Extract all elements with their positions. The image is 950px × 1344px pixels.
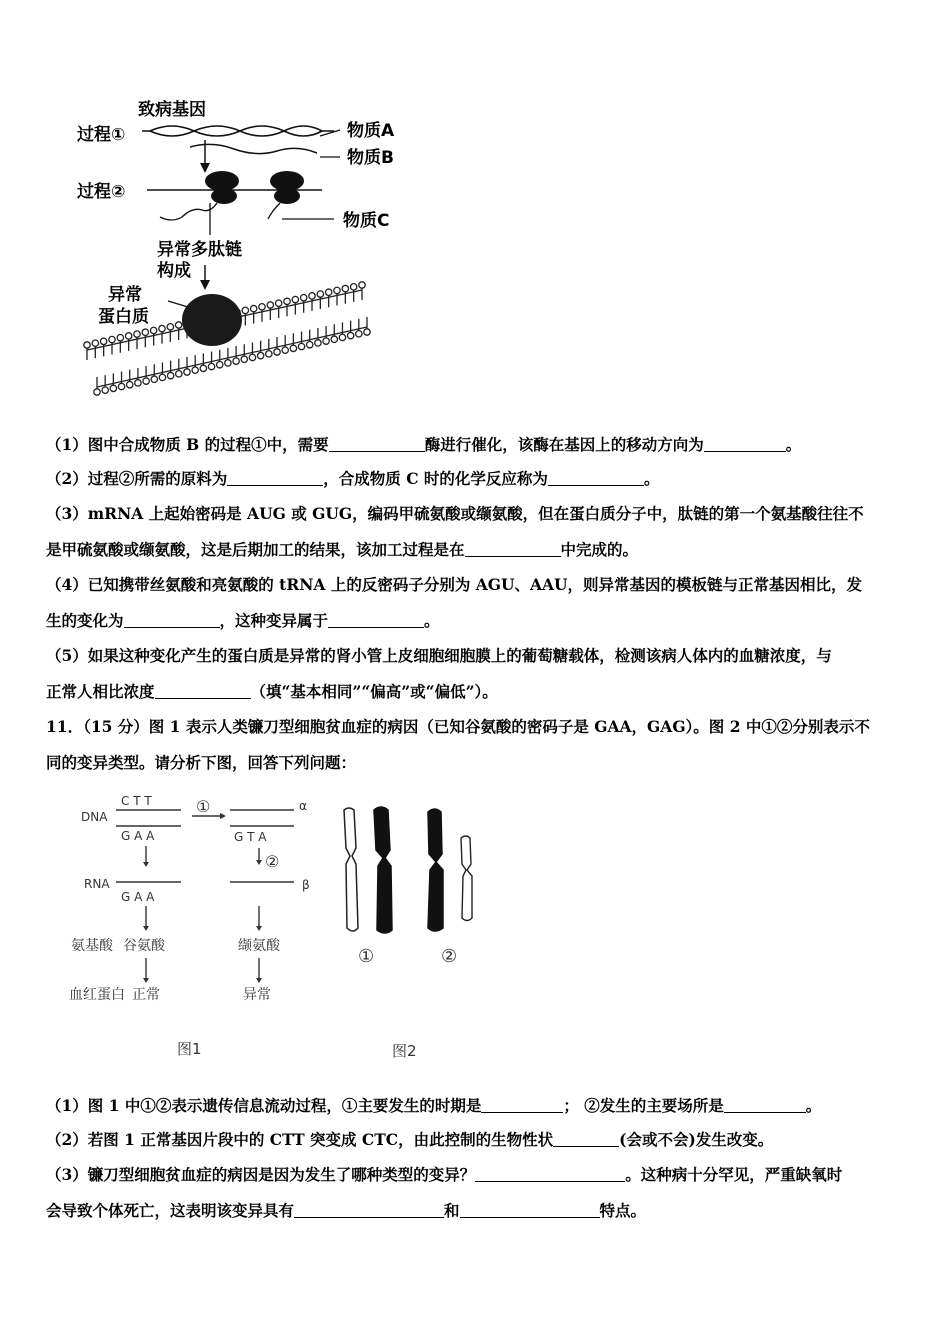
lipid-head xyxy=(292,296,298,302)
q10-part4-line1: （4）已知携带丝氨酸和亮氨酸的 tRNA 上的反密码子分别为 AGU、AAU，则异常基因的模板链与正常基因相比，发 xyxy=(46,575,863,594)
q10-part5-line2: 正常人相比浓度 （填“基本相同”“偏高”或“偏低”）。 xyxy=(46,682,498,701)
lipid-head xyxy=(249,354,255,360)
lipid-head xyxy=(356,331,362,337)
lipid-head xyxy=(300,295,306,301)
lipid-head xyxy=(317,291,323,297)
fig2-num1: ① xyxy=(358,946,375,967)
lipid-head xyxy=(267,302,273,308)
q10-part4-line2: 生的变化为 ，这种变异属于 。 xyxy=(46,611,440,630)
q11-part3-line2: 会导致个体死亡，这表明该变异具有 和 特点。 xyxy=(46,1201,647,1220)
fig1-beta: β xyxy=(302,878,310,892)
mrna-strand xyxy=(190,144,317,153)
lipid-head xyxy=(109,336,115,342)
lipid-head xyxy=(309,293,315,299)
label-abnormal-protein-2: 蛋白质 xyxy=(98,307,149,327)
label-substance-b: 物质B xyxy=(347,148,394,168)
q10-part3-line2: 是甲硫氨酸或缬氨酸，这是后期加工的结果，该加工过程是在 中完成的。 xyxy=(46,540,639,559)
lipid-head xyxy=(225,360,231,366)
q10-blank-4[interactable] xyxy=(548,469,644,486)
label-substance-c: 物质C xyxy=(343,211,390,231)
lipid-head xyxy=(94,389,100,395)
q11-blank-2[interactable] xyxy=(724,1096,806,1113)
lipid-head xyxy=(233,358,239,364)
lipid-head xyxy=(208,363,214,369)
q10-blank-6[interactable] xyxy=(124,611,220,628)
lipid-head xyxy=(275,300,281,306)
fig1-abnormal: 异常 xyxy=(243,987,271,1003)
gene-expression-figure xyxy=(72,95,407,410)
fig1-step2: ② xyxy=(265,852,280,871)
lipid-head xyxy=(100,338,106,344)
q10-part5-line1: （5）如果这种变化产生的蛋白质是异常的肾小管上皮细胞细胞膜上的葡萄糖载体，检测该病人体内的血糖浓度，与 xyxy=(46,646,832,665)
lipid-head xyxy=(176,371,182,377)
lipid-head xyxy=(298,343,304,349)
chromosome-pair-2 xyxy=(428,809,472,931)
fig1-bottom-seq: G A A xyxy=(121,829,155,843)
lipid-head xyxy=(143,378,149,384)
lipid-head xyxy=(127,382,133,388)
label-process2: 过程② xyxy=(77,182,126,202)
lipid-head xyxy=(364,329,370,335)
fig1-rna-label: RNA xyxy=(84,877,110,891)
fig2-num2: ② xyxy=(441,946,458,967)
label-constitute: 构成 xyxy=(157,261,191,281)
q11-part3-line1: （3）镰刀型细胞贫血症的病因是因为发生了哪种类型的变异？ 。这种病十分罕见，严重缺氧时 xyxy=(46,1165,843,1184)
lipid-head xyxy=(359,282,365,288)
lipid-head xyxy=(257,352,263,358)
dna-helix xyxy=(142,126,334,136)
fig1-alpha: α xyxy=(299,799,307,813)
ribosome-1 xyxy=(205,171,239,204)
fig1-val: 缬氨酸 xyxy=(238,938,280,954)
fig2-caption: 图2 xyxy=(392,1042,417,1060)
q10-blank-7[interactable] xyxy=(328,611,424,628)
lipid-head xyxy=(175,322,181,328)
chromosome-pair-1 xyxy=(344,807,392,933)
lipid-head xyxy=(110,385,116,391)
q11-part2: （2）若图 1 正常基因片段中的 CTT 突变成 CTC，由此控制的生物性状 (会或不会)发生改变。 xyxy=(46,1130,774,1149)
q10-part2: （2）过程②所需的原料为 ，合成物质 C 时的化学反应称为 。 xyxy=(46,469,660,488)
lipid-head xyxy=(135,380,141,386)
lipid-head xyxy=(125,333,131,339)
fig1-normal: 正常 xyxy=(132,987,160,1003)
q11-blank-3[interactable] xyxy=(553,1130,619,1147)
lipid-head xyxy=(184,369,190,375)
q11-intro-line2: 同的变异类型。请分析下图，回答下列问题： xyxy=(46,753,357,772)
fig1-hemoglobin-label: 血红蛋白 xyxy=(69,987,125,1003)
q10-blank-8[interactable] xyxy=(155,682,251,699)
lipid-head xyxy=(339,334,345,340)
lipid-head xyxy=(284,298,290,304)
lipid-head xyxy=(266,351,272,357)
lipid-head xyxy=(325,289,331,295)
abnormal-protein-shape xyxy=(182,294,242,346)
lipid-head xyxy=(151,376,157,382)
lipid-head xyxy=(334,287,340,293)
q10-part3-line1: （3）mRNA 上起始密码是 AUG 或 GUG，编码甲硫氨酸或缬氨酸，但在蛋白质分子中，肽链的第一个氨基酸往往不 xyxy=(46,504,864,523)
q11-part1: （1）图 1 中①②表示遗传信息流动过程，①主要发生的时期是 ； ②发生的主要场所是 。 xyxy=(46,1096,822,1115)
lipid-head xyxy=(150,327,156,333)
ribosome-2 xyxy=(270,171,304,204)
fig1-rna-seq: G A A xyxy=(121,890,155,904)
lipid-head xyxy=(350,284,356,290)
lipid-head xyxy=(347,332,353,338)
lipid-head xyxy=(134,331,140,337)
lipid-head xyxy=(84,342,90,348)
q10-blank-5[interactable] xyxy=(465,540,561,557)
sickle-cell-figure xyxy=(66,788,496,1070)
q11-blank-5[interactable] xyxy=(294,1201,444,1218)
q10-blank-3[interactable] xyxy=(227,469,323,486)
lipid-head xyxy=(307,342,313,348)
fig1-caption: 图1 xyxy=(177,1040,202,1058)
lipid-head xyxy=(342,285,348,291)
q11-intro-line1: 11．（15 分）图 1 表示人类镰刀型细胞贫血症的病因（已知谷氨酸的密码子是 GAA，GAG）。图 2 中①②分别表示不 xyxy=(46,717,870,736)
lipid-head xyxy=(217,362,223,368)
q10-blank-1[interactable] xyxy=(329,435,425,452)
lipid-head xyxy=(167,324,173,330)
fig1-glu: 谷氨酸 xyxy=(123,938,165,954)
label-abnormal-protein-1: 异常 xyxy=(108,285,142,305)
q11-blank-1[interactable] xyxy=(481,1096,563,1113)
fig1-dna-label: DNA xyxy=(81,810,108,824)
lipid-head xyxy=(118,383,124,389)
lipid-head xyxy=(142,329,148,335)
q10-blank-2[interactable] xyxy=(704,435,786,452)
lipid-head xyxy=(290,345,296,351)
fig1-top-seq: C T T xyxy=(121,794,152,808)
lipid-head xyxy=(92,340,98,346)
fig1-amino-acid-label: 氨基酸 xyxy=(71,938,113,954)
lipid-head xyxy=(159,374,165,380)
label-process1: 过程① xyxy=(77,125,126,145)
lipid-head xyxy=(242,307,248,313)
lipid-head xyxy=(250,305,256,311)
lipid-head xyxy=(241,356,247,362)
lipid-head xyxy=(315,340,321,346)
lipid-head xyxy=(323,338,329,344)
lipid-head xyxy=(200,365,206,371)
lipid-head xyxy=(282,347,288,353)
fig1-mut-seq: G T A xyxy=(234,830,267,844)
lipid-head xyxy=(192,367,198,373)
label-gene: 致病基因 xyxy=(138,100,206,120)
fig1-step1: ① xyxy=(196,797,211,816)
lipid-head xyxy=(274,349,280,355)
lipid-head xyxy=(117,335,123,341)
lipid-head xyxy=(159,325,165,331)
q11-blank-6[interactable] xyxy=(460,1201,600,1218)
lipid-head xyxy=(102,387,108,393)
lipid-head xyxy=(167,372,173,378)
q11-blank-4[interactable] xyxy=(475,1165,625,1182)
q10-part1: （1）图中合成物质 B 的过程①中，需要 酶进行催化，该酶在基因上的移动方向为 。 xyxy=(46,435,802,454)
label-abnormal-peptide: 异常多肽链 xyxy=(157,240,242,260)
lipid-head xyxy=(259,304,265,310)
label-substance-a: 物质A xyxy=(347,121,395,141)
lipid-head xyxy=(331,336,337,342)
